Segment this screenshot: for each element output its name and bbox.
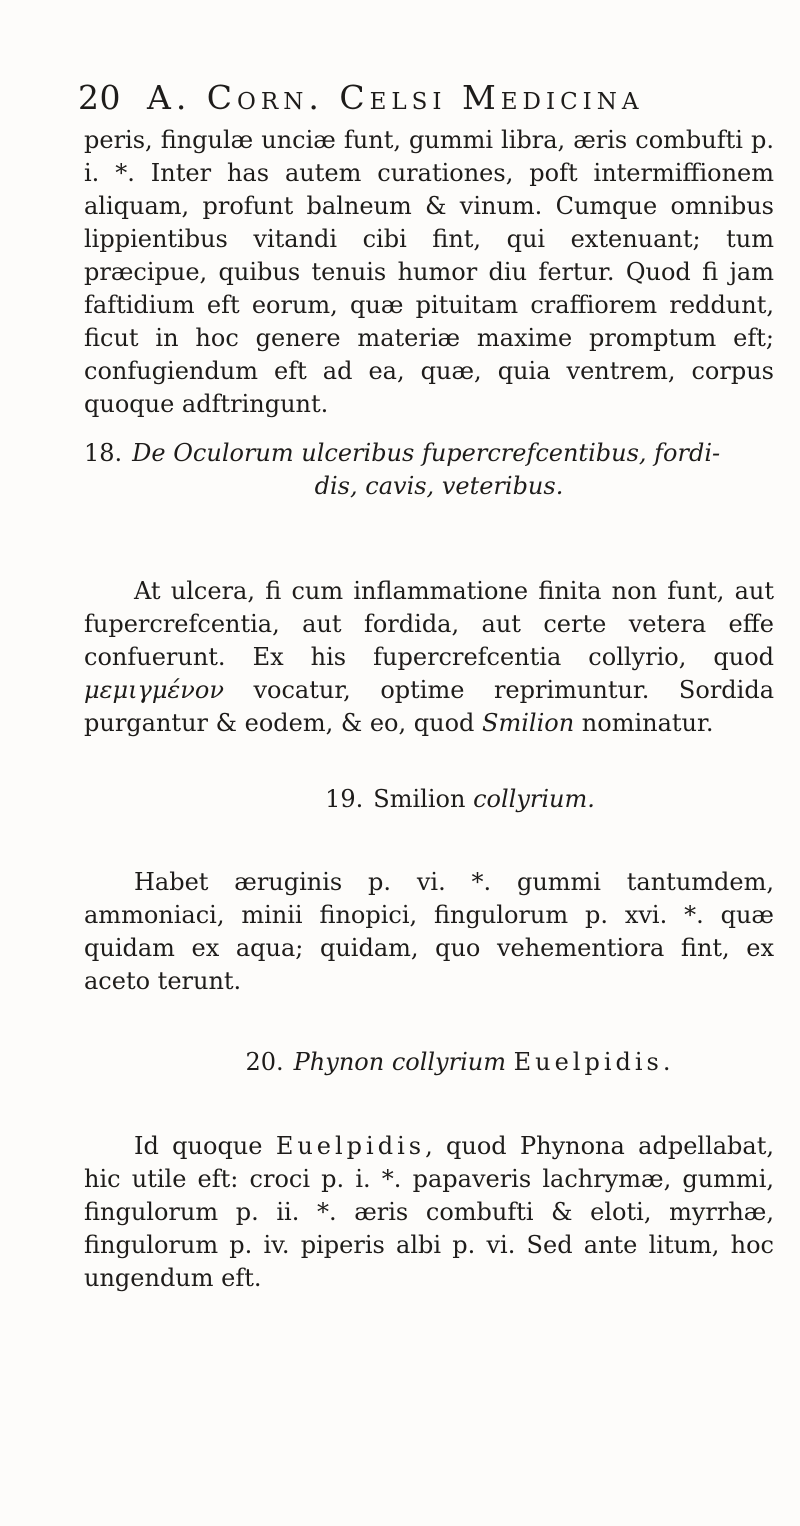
paragraph-part: nominatur. [574,709,714,737]
page-number: 20 [78,78,121,117]
paragraph-part: , quod Phynona adpellabat, hic utile eft: croci p. i. *. papaveris lachrymæ, gummi, fingulorum p. ii. *. æris combufti & eloti, myrrhæ, fingulorum p. iv. piperis albi p. vi. Sed ante litum, hoc ungendum eft. [84,1132,774,1292]
paragraph-text: Habet æruginis p. vi. *. gummi tantumdem, ammoniaci, minii finopici, fingulorum p. xvi. *. quæ quidam ex aqua; quidam, quo vehementiora fint, ex aceto terunt. [84,868,774,995]
section-heading-20 [200,1046,720,1079]
section-title: Phynon collyrium [293,1048,506,1076]
section-title-name: Smilion [373,785,466,813]
section-number: 20. [245,1048,284,1076]
section-heading-19 [260,783,660,816]
section-number: 18. [84,439,123,467]
paragraph-text: peris, fingulæ unciæ funt, gummi libra, æris combufti p. i. *. Inter has autem curationes, poft intermiffionem aliquam, profunt balneum & vinum. Cumque omnibus lippientibus vitandi cibi fint, qui extenuant; tum præcipue, quibus tenuis humor diu fertur. Quod fi jam faftidium eft eorum, quæ pituitam craffiorem reddunt, ficut in hoc genere materiæ maxime promptum eft; confugiendum eft ad ea, quæ, quia ventrem, corpus quoque adftringunt. [84,126,774,418]
section-heading-18 [84,437,774,503]
smilion-term: Smilion [482,709,575,737]
page-header [78,78,778,122]
section-author: Euelpidis. [513,1048,675,1076]
paragraph-continuation [84,124,774,421]
paragraph-part: Id quoque [134,1132,276,1160]
greek-word: μεμιγμένον [84,676,224,704]
paragraph-part: At ulcera, fi cum inflammatione finita non funt, aut fupercrefcentia, aut fordida, aut certe vetera effe confuerunt. Ex his fupercrefcentia collyrio, quod [84,577,774,671]
paragraph-text [84,1130,774,1295]
paragraph-text [84,575,774,740]
paragraph-smilion-recipe [84,866,774,998]
section-number: 19. [325,785,364,813]
section-title-line2: dis, cavis, veteribus. [314,472,564,500]
running-title: A. Corn. Celsi Medicina [147,78,644,117]
paragraph-phynon-recipe [84,1130,774,1295]
section-title-line1: De Oculorum ulceribus fupercrefcentibus, fordi- [132,439,721,467]
section-title-label: collyrium. [473,785,595,813]
paragraph-ulcera [84,575,774,740]
paragraph-part: vocatur, optime reprimuntur. Sordida purgantur & eodem, & eo, quod [84,676,774,737]
author-name: Euelpidis [275,1132,426,1160]
